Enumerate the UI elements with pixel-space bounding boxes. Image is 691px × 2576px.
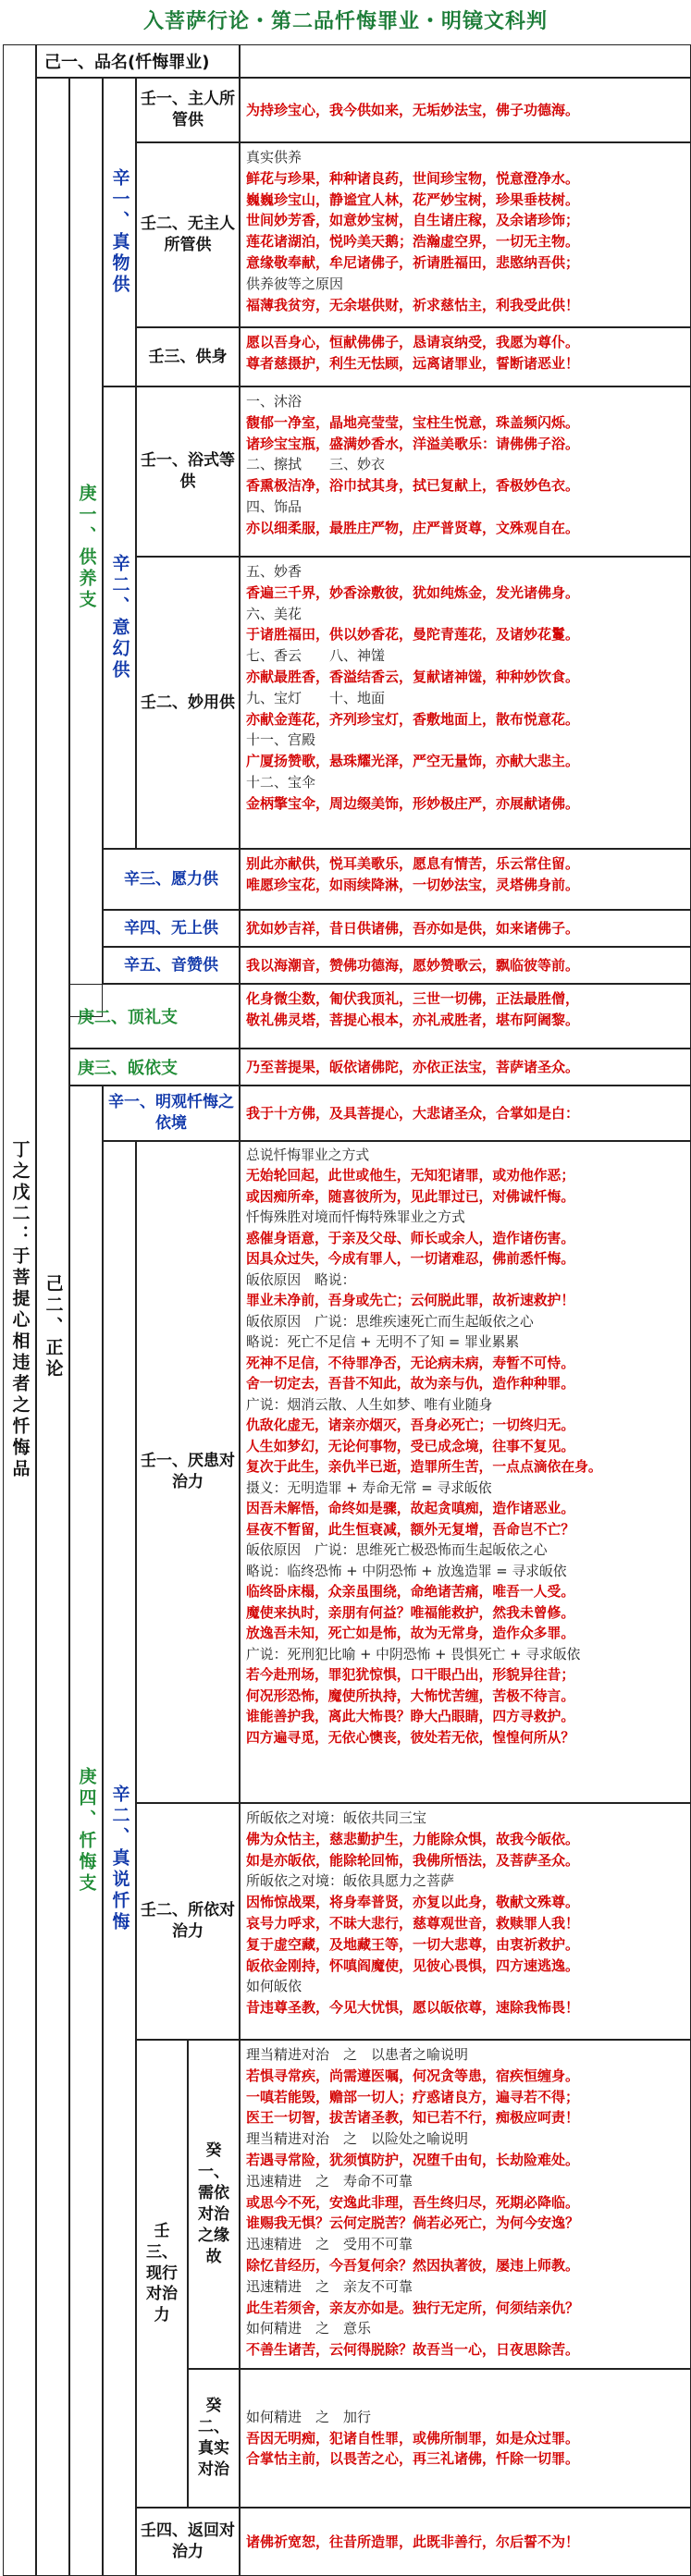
outline-gui1: 癸一、需依对治之缘故 bbox=[188, 2040, 240, 2369]
outline-geng4: 庚四、忏悔支 bbox=[69, 1086, 103, 2576]
geng2-content: 化身微尘数，匍伏我顶礼，三世一切佛，正法最胜僧， 敬礼佛灵塔，菩提心根本，亦礼戒胜者，堪布阿阇黎。 bbox=[240, 984, 691, 1049]
outline-geng1: 庚一、供养支 bbox=[69, 78, 103, 1017]
ren-yan-content: 总说忏悔罪业之方式 无始轮回起，此世或他生，无知犯诸罪，或劝他作恶； 或因痴所牵，随喜彼所为，见此罪过已，对佛诚忏悔。 忏悔殊胜对境而忏悔特殊罪业之方式 惑催身语意，于亲及父母、师长或余人，造作诸伤害。 因具众过失，今成有罪人，一切诸难忍，佛前悉忏悔。 皈依原因 略说： 罪业未净前，吾身或先亡；云何脱此罪，故祈速救护！ 皈依原因 广说：思维疾速死亡而生起皈依之心 略说：死亡不足信 + 无明不了知 = 罪业累累 死神不足信，不待罪净否，无论病未病，寿暂不可恃。 舍一切定去，吾昔不知此，故为亲与仇，造作种种罪。 广说：烟消云散、人生如梦、唯有业随身 仇敌化虚无，诸亲亦烟灭，吾身必死亡；一切终归无。 人生如梦幻，无论何事物，受已成念境，往事不复见。 复次于此生，亲仇半已逝，造罪所生苦，一点点滴依在身。 摄义：无明造罪 + 寿命无常 = 寻求皈依 因吾未解悟，命终如是骤，故起贪嗔痴，造作诸恶业。 昼夜不暂留，此生恒衰减，额外无复增，吾命岂不亡？ 皈依原因 广说：思维死亡极恐怖而生起皈依之心 略说：临终恐怖 + 中阴恐怖 + 放逸造罪 = 寻求皈依 临终卧床榻，众亲虽围绕，命绝诸苦痛，唯吾一人受。 魔使来执时，亲朋有何益？唯福能救护，然我未曾修。 放逸吾未知，死亡如是怖，故为无常身，造作众多罪。 广说：死刑犯比喻 + 中阴恐怖 + 畏惧死亡 + 寻求皈依 若今赴刑场，罪犯犹惊惧，口干眼凸出，形貌异往昔； 何况形恐怖，魔使所执持，大怖忧苦缠，苦极不待言。 谁能善护我，离此大怖畏？睁大凸眼睛，四方寻救护。 四方遍寻觅，无依心懊丧，彼处若无依，惶惶何所从？ bbox=[240, 1141, 691, 1803]
outline-ren-shen: 壬三、供身 bbox=[136, 327, 240, 386]
outline-ren-yu: 壬一、浴式等供 bbox=[136, 386, 240, 557]
ren-shen-content: 愿以吾身心，恒献佛佛子，恳请哀纳受，我愿为尊仆。 尊者慈摄护，利生无怯顾，远离诸罪业，誓断诸恶业！ bbox=[240, 327, 691, 386]
outline-ren-zhu: 壬一、主人所管供 bbox=[136, 78, 240, 142]
xin5-content: 我以海潮音，赞佛功德海，愿妙赞歌云，飘临彼等前。 bbox=[240, 947, 691, 984]
outline-xin2: 辛二、意幻供 bbox=[103, 386, 136, 849]
outline-xin3: 辛三、愿力供 bbox=[103, 849, 240, 910]
outline-xin-ming: 辛一、明观忏悔之依境 bbox=[103, 1086, 240, 1141]
outline-ren-fan: 壬四、返回对治力 bbox=[136, 2508, 240, 2576]
outline-ji2: 己二、正论 bbox=[36, 78, 69, 2576]
ren-wuzhu-content: 真实供养 鲜花与珍果，种种诸良药，世间珍宝物，悦意澄净水。 巍巍珍宝山，静谧宜人林，花严妙宝树，珍果垂枝树。 世间妙芳香，如意妙宝树，自生诸庄稼，及余诸珍饰； 莲花诸湖泊，悦吟美天鹅；浩瀚虚空界，一切无主物。 意缘敬奉献，牟尼诸佛子，祈请胜福田，悲愍纳吾供； 供养彼等之原因 福薄我贫穷，无余堪供财，祈求慈怙主，利我受此供！ bbox=[240, 142, 691, 327]
outline-ren-yan: 壬一、厌患对治力 bbox=[136, 1141, 240, 1803]
outline-ding: 丁之戊二：于菩提心相违者之忏悔品 bbox=[3, 44, 36, 2576]
ren-fan-content: 诸佛祈宽恕，往昔所造罪，此既非善行，尔后誓不为！ bbox=[240, 2508, 691, 2576]
outline-xin5: 辛五、音赞供 bbox=[103, 947, 240, 984]
outline-ji1: 己一、品名(忏悔罪业) bbox=[36, 44, 240, 78]
outline-xin4: 辛四、无上供 bbox=[103, 910, 240, 947]
xin-ming-content: 我于十方佛，及具菩提心，大悲诸圣众，合掌如是白： bbox=[240, 1086, 691, 1141]
geng3-content: 乃至菩提果，皈依诸佛陀，亦依正法宝，菩萨诸圣众。 bbox=[240, 1049, 691, 1086]
outline-ji1-blank bbox=[240, 44, 691, 78]
xin3-content: 别此亦献供，悦耳美歌乐，愿息有情苦，乐云常住留。 唯愿珍宝花，如雨续降淋，一切妙法宝，灵塔佛身前。 bbox=[240, 849, 691, 910]
outline-xin1: 辛一、真物供 bbox=[103, 78, 136, 386]
outline-ren-wuzhu: 壬二、无主人所管供 bbox=[136, 142, 240, 327]
outline-gui2: 癸二、真实对治 bbox=[188, 2369, 240, 2508]
outline-geng2: 庚二、顶礼支 bbox=[69, 984, 240, 1049]
xin4-content: 犹如妙吉祥，昔日供诸佛，吾亦如是供，如来诸佛子。 bbox=[240, 910, 691, 947]
outline-geng3: 庚三、皈依支 bbox=[69, 1049, 240, 1086]
ren-yu-content: 一、沐浴 馥郁一净室，晶地亮莹莹，宝柱生悦意，珠盖频闪烁。 诸珍宝宝瓶，盛满妙香水，洋溢美歌乐：请佛佛子浴。 二、擦拭 三、妙衣 香熏极洁净，浴巾拭其身，拭已复献上，香极妙色衣。 四、饰品 亦以细柔服，最胜庄严物，庄严普贤尊，文殊观自在。 bbox=[240, 386, 691, 557]
ren-miao-content: 五、妙香 香遍三千界，妙香涂敷彼，犹如纯炼金，发光诸佛身。 六、美花 于诸胜福田，供以妙香花，曼陀青莲花，及诸妙花鬘。 七、香云 八、神馐 亦献最胜香，香溢结香云，复献诸神馐，种种妙饮食。 九、宝灯 十、地面 亦献金莲花，齐列珍宝灯，香敷地面上，散布悦意花。 十一、宫殿 广厦扬赞歌，悬珠耀光泽，严空无量饰，亦献大悲主。 十二、宝伞 金柄擎宝伞，周边缀美饰，形妙极庄严，亦展献诸佛。 bbox=[240, 557, 691, 849]
gui1-content: 理当精进对治 之 以患者之喻说明 若惧寻常疾，尚需遵医嘱，何况贪等患，宿疾恒缠身。 一嗔若能毁，赡部一切人；疗惑诸良方，遍寻若不得； 医王一切智，拔苦诸圣教，知已若不行，痴极应呵责！ 理当精进对治 之 以险处之喻说明 若遇寻常险，犹须慎防护，况堕千由旬，长劫险难处。 迅速精进 之 寿命不可靠 或思今不死，安逸此非理，吾生终归尽，死期必降临。 谁赐我无惧？云何定脱苦？倘若必死亡，为何今安逸？ 迅速精进 之 受用不可靠 除忆昔经历，今吾复何余？然因执著彼，屡违上师教。 迅速精进 之 亲友不可靠 此生若须舍，亲友亦如是。独行无定所，何须结亲仇？ 如何精进 之 意乐 不善生诸苦，云何得脱除？故吾当一心，日夜思除苦。 bbox=[240, 2040, 691, 2369]
outline-xin-zhen: 辛二、真说忏悔 bbox=[103, 1141, 136, 2576]
ren-zhu-content: 为持珍宝心，我今供如来，无垢妙法宝，佛子功德海。 bbox=[240, 78, 691, 142]
outline-ren-miao: 壬二、妙用供 bbox=[136, 557, 240, 849]
page-title: 入菩萨行论・第二品忏悔罪业・明镜文科判 bbox=[142, 10, 548, 33]
ren-suo-content: 所皈依之对境：皈依共同三宝 佛为众怙主，慈悲勤护生，力能除众惧，故我今皈依。 如是亦皈依，能除轮回怖，我佛所悟法，及菩萨圣众。 所皈依之对境：皈依具愿力之菩萨 因怖惊战栗，将身奉普贤，亦复以此身，敬献文殊尊。 哀号力呼求，不昧大悲行，慈尊观世音，救赎罪人我！ 复于虚空藏，及地藏王等，一切大悲尊，由衷祈救护。 皈依金刚持，怀嗔阎魔使，见彼心畏惧，四方速逃逸。 如何皈依 昔违尊圣教，今见大忧惧，愿以皈依尊，速除我怖畏！ bbox=[240, 1803, 691, 2040]
gui2-content: 如何精进 之 加行 吾因无明痴，犯诸自性罪，或佛所制罪，如是众过罪。 合掌怙主前，以畏苦之心，再三礼诸佛，忏除一切罪。 bbox=[240, 2369, 691, 2508]
outline-ren-suo: 壬二、所依对治力 bbox=[136, 1803, 240, 2040]
outline-ren-xian: 壬三、现行对治力 bbox=[136, 2040, 188, 2508]
